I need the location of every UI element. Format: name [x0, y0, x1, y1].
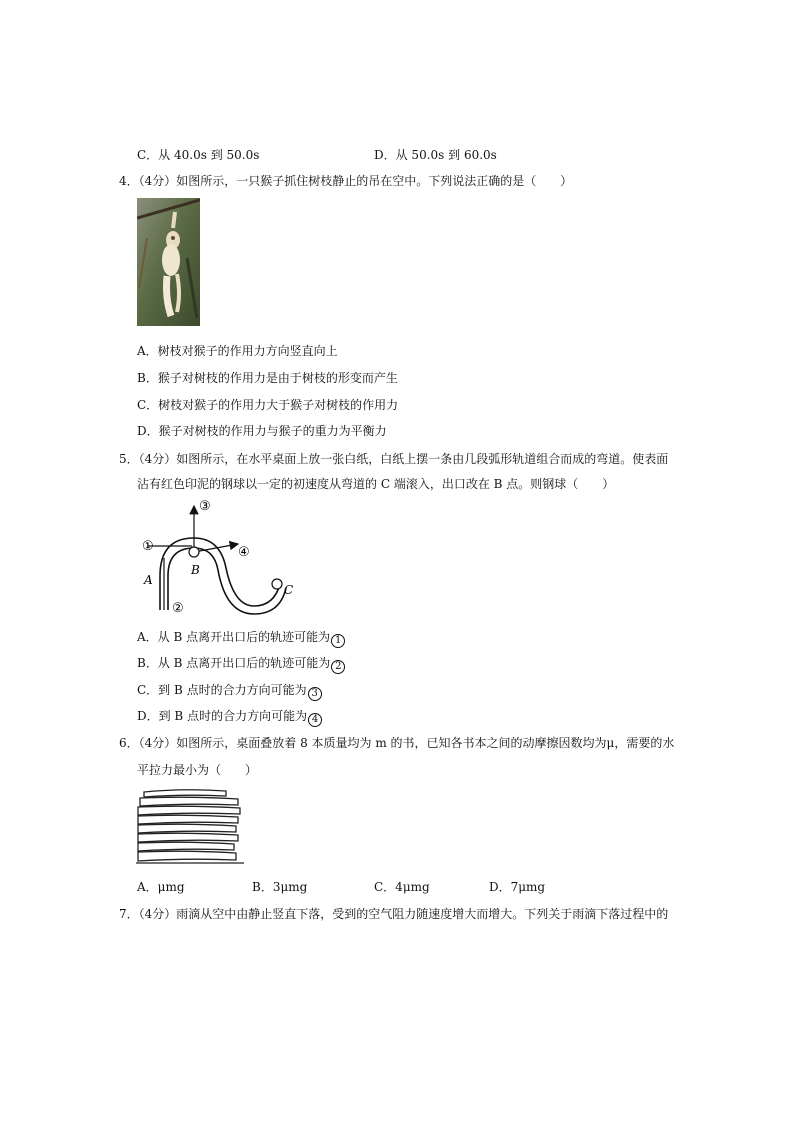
q4-option-b: B．猴子对树枝的作用力是由于树枝的形变而产生 [137, 371, 398, 385]
book-stack-graphic [134, 786, 246, 866]
mark-3: ③ [199, 499, 211, 514]
mark-2: ② [172, 601, 184, 616]
q5-stem-line2: 沾有红色印泥的钢球以一定的初速度从弯道的 C 端滚入，出口改在 B 点。则钢球（ ） [137, 477, 615, 491]
monkey-photo [137, 198, 200, 326]
circled-number: 3 [308, 687, 322, 701]
q6-option-c: C．4μmg [374, 880, 430, 894]
book-6 [138, 833, 238, 842]
q4-option-d: D．猴子对树枝的作用力与猴子的重力为平衡力 [137, 424, 387, 438]
q4-option-c: C．树枝对猴子的作用力大于猴子对树枝的作用力 [137, 398, 399, 412]
ball-b [189, 547, 199, 557]
track-diagram [134, 498, 304, 616]
q5-stem-line1: 5．（4分）如图所示，在水平桌面上放一张白纸，白纸上摆一条由几段弧形轨道组合而成的弯道。使表面 [119, 452, 669, 466]
q7-stem: 7．（4分）雨滴从空中由静止竖直下落，受到的空气阻力随速度增大而增大。下列关于雨滴下落过程中的 [119, 907, 669, 921]
book-3 [138, 806, 240, 815]
q6-stem-line1: 6．（4分）如图所示，桌面叠放着 8 本质量均为 m 的书，已知各书本之间的动摩擦因数均为μ，需要的水 [119, 736, 675, 750]
book-1 [144, 790, 226, 797]
circled-number: 4 [308, 713, 322, 727]
track-outer-wall [160, 538, 280, 610]
circled-number: 1 [331, 634, 345, 648]
circled-number: 2 [331, 660, 345, 674]
book-5 [138, 824, 236, 833]
label-a: A [144, 573, 153, 587]
book-8 [138, 851, 236, 861]
q3-option-d: D．从 50.0s 到 60.0s [374, 148, 497, 162]
track-diagram-graphic [134, 498, 304, 616]
book-2 [140, 797, 238, 806]
book-stack [134, 786, 246, 866]
q4-stem: 4．（4分）如图所示，一只猴子抓住树枝静止的吊在空中。下列说法正确的是（ ） [119, 174, 573, 188]
q5-option-b: B．从 B 点离开出口后的轨迹可能为 2 [137, 654, 345, 674]
q6-stem-line2: 平拉力最小为（ ） [137, 763, 258, 777]
q3-option-c: C．从 40.0s 到 50.0s [137, 148, 260, 162]
ball-c [272, 579, 282, 589]
q6-option-a: A．μmg [137, 880, 185, 894]
q5-option-a: A．从 B 点离开出口后的轨迹可能为 1 [137, 628, 345, 648]
q6-option-b: B．3μmg [252, 880, 308, 894]
q4-option-a: A．树枝对猴子的作用力方向竖直向上 [137, 344, 338, 358]
label-b: B [191, 563, 200, 577]
mark-1: ① [142, 539, 154, 554]
q5-option-d: D．到 B 点时的合力方向可能为 4 [137, 707, 322, 727]
monkey-photo-graphic [137, 198, 200, 326]
track-inner-wall [168, 548, 286, 614]
book-7 [138, 842, 234, 851]
q5-option-c: C．到 B 点时的合力方向可能为 3 [137, 681, 322, 701]
mark-4: ④ [238, 545, 250, 560]
book-4 [138, 815, 238, 824]
q6-option-d: D．7μmg [489, 880, 546, 894]
label-c: C [284, 583, 294, 597]
